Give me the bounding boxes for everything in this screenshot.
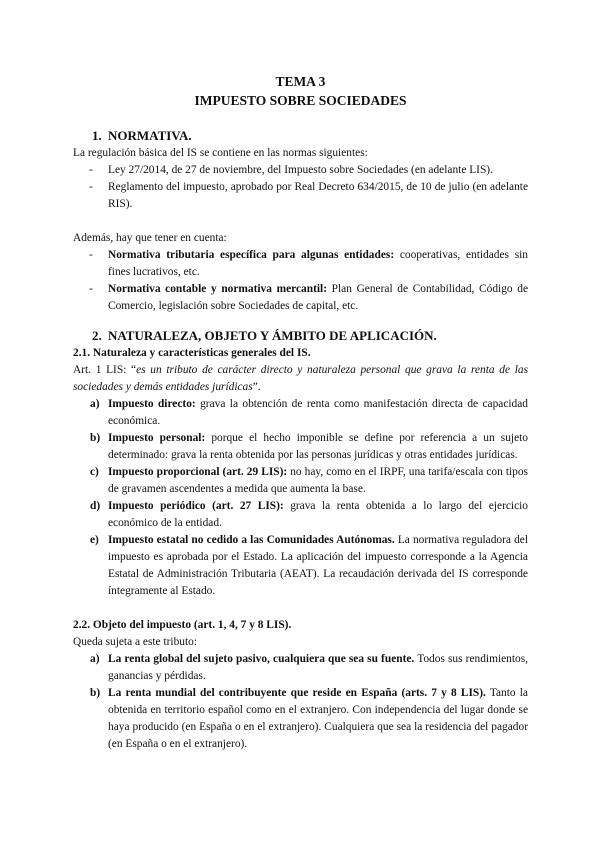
section-1-intro: La regulación básica del IS se contiene en las normas siguientes:: [73, 147, 368, 159]
list-item: - Ley 27/2014, de 27 de noviembre, del Impuesto sobre Sociedades (en adelante LIS).: [89, 164, 493, 176]
list-item-bold: Normativa tributaria específica para algunas entidades:: [108, 249, 395, 261]
list-item: - Normativa contable y normativa mercantil: Plan General de Contabilidad, Código de Comercio, legislación sobre Sociedades de capital, etc.: [89, 283, 528, 312]
list-item: a) Impuesto directo: grava la obtención de renta como manifestación directa de capacidad económica.: [90, 398, 528, 427]
document-title: TEMA 3: [275, 74, 326, 89]
list-item: - Reglamento del impuesto, aprobado por Real Decreto 634/2015, de 10 de julio (en adelante RIS).: [89, 181, 528, 210]
list-item: b) Impuesto personal: porque el hecho imponible se define por referencia a un sujeto determinado: grava la renta obtenida por las personas jurídicas y otras entidades jurídicas.: [90, 432, 528, 461]
list-item: - Normativa tributaria específica para algunas entidades: cooperativas, entidades sin fines lucrativos, etc.: [89, 249, 528, 278]
subsection-2-2-intro: Queda sujeta a este tributo:: [73, 636, 197, 648]
section-2-title: NATURALEZA, OBJETO Y ÁMBITO DE APLICACIÓN.: [108, 328, 437, 343]
subsection-2-1-heading: 2.1. Naturaleza y características generales del IS.: [73, 347, 311, 359]
section-1-title: NORMATIVA.: [108, 128, 192, 143]
list-item: a) La renta global del sujeto pasivo, cualquiera que sea su fuente. Todos sus rendimientos, ganancias y pérdidas.: [90, 653, 528, 682]
list-item-text: Ley 27/2014, de 27 de noviembre, del Impuesto sobre Sociedades (en adelante LIS).: [108, 164, 493, 176]
section-1-number: 1.: [92, 128, 102, 143]
normativa-list: [73, 162, 528, 213]
article-quote-text: es un tributo de carácter directo y naturaleza personal que grava la renta de las sociedades y demás entidades jurídicas: [73, 364, 529, 393]
list-item: c) Impuesto proporcional (art. 29 LIS): no hay, como en el IRPF, una tarifa/escala con tipos de gravamen ascendentes a medida que aumenta la base.: [90, 466, 528, 495]
section-2-heading: [92, 327, 528, 345]
list-item-text: Plan General de Contabilidad, Código de Comercio, legislación sobre Sociedades de capital, etc.: [108, 283, 528, 312]
list-item: e) Impuesto estatal no cedido a las Comunidades Autónomas. La normativa reguladora del impuesto es aprobada por el Estado. La aplicación del impuesto corresponde a la Agencia Estatal de Administración Tributaria (AEAT). La recaudación derivada del IS corresponde íntegramente al Estado.: [90, 534, 529, 597]
section-1-intro-2: Además, hay que tener en cuenta:: [73, 232, 227, 244]
additional-normativa-list: [73, 247, 528, 315]
list-item-text: Reglamento del impuesto, aprobado por Real Decreto 634/2015, de 10 de julio (en adelante RIS).: [108, 181, 528, 210]
characteristics-list: [73, 396, 528, 600]
object-list: [73, 651, 528, 753]
list-item-bold: Normativa contable y normativa mercantil:: [108, 283, 327, 295]
list-item: d) Impuesto periódico (art. 27 LIS): grava la renta obtenida a lo largo del ejercicio económico de la entidad.: [90, 500, 528, 529]
subsection-2-2-heading: 2.2. Objeto del impuesto (art. 1, 4, 7 y 8 LIS).: [73, 619, 292, 631]
document-subtitle: IMPUESTO SOBRE SOCIEDADES: [194, 93, 407, 108]
article-1-quote: Art. 1 LIS: “es un tributo de carácter directo y naturaleza personal que grava la renta de las sociedades y demás entidades jurídicas”.: [73, 364, 529, 393]
section-1-heading: [92, 127, 528, 145]
section-2-number: 2.: [92, 328, 102, 343]
list-item: b) La renta mundial del contribuyente que reside en España (arts. 7 y 8 LIS). Tanto la obtenida en territorio español como en el extranjero. Con independencia del lugar donde se haya producido (en España o en el extranjero). Cualquiera que sea la residencia del pagador (en España o en el extranjero).: [90, 687, 528, 750]
list-item-text: cooperativas, entidades sin fines lucrativos, etc.: [108, 249, 528, 278]
